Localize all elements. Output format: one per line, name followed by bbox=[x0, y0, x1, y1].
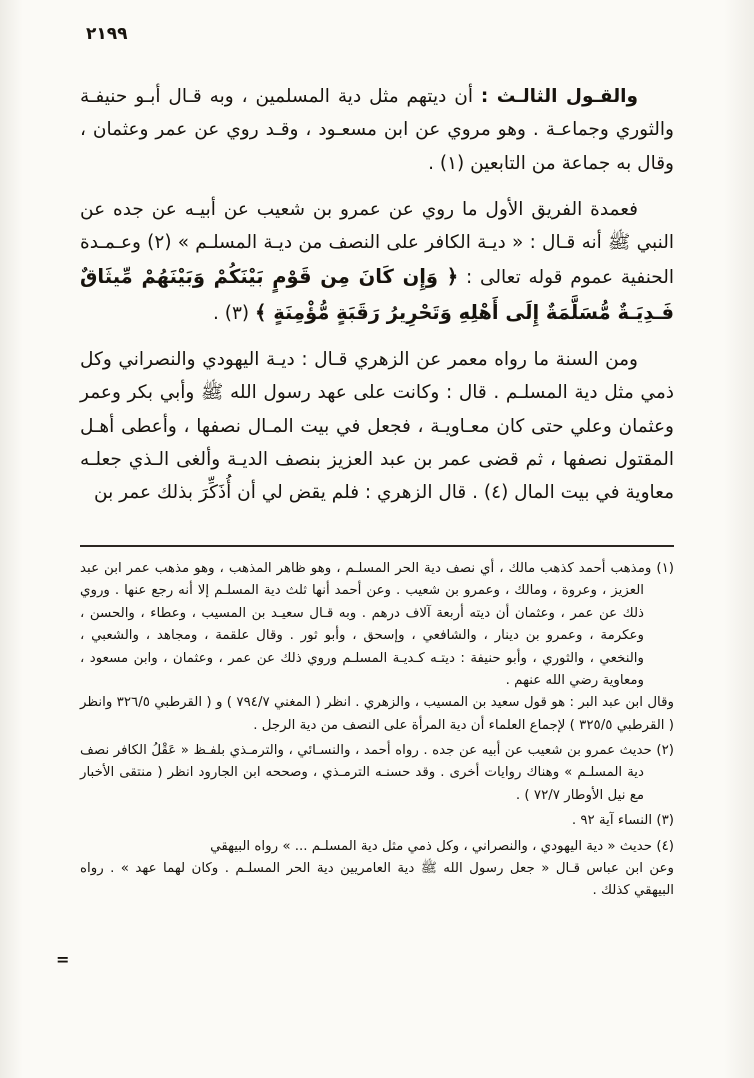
paragraph-opinion-third bbox=[80, 80, 674, 180]
verse-reference: (٣) . bbox=[212, 302, 256, 324]
main-text bbox=[80, 80, 674, 523]
paragraph-lead-bold: والقـول الثالـث : bbox=[480, 86, 638, 107]
paragraph-text: أن ديتهم مثل دية المسلمين ، وبه قـال أبـو حنيفـة والثوري وجماعـة . وهو مروي عن ابن مسعـود ، وقـد روي عن عمر وعثمان ، وقال به جماعة من التابعين (١) . bbox=[80, 86, 674, 174]
footnote-text: النساء آية ٩٢ . bbox=[571, 813, 653, 829]
footnote-paragraph bbox=[80, 810, 674, 832]
footnotes-section bbox=[80, 558, 674, 906]
quran-verse: ﴿ وَإِن كَانَ مِن قَوْمٍ بَيْنَكُمْ وَبَيْنَهُمْ مِّيثَاقٌ فَـدِيَـةٌ مُّسَلَّمَةٌ إِلَى أَهْلِهِ وَتَحْرِيرُ رَقَبَةٍ مُّؤْمِنَةٍ ﴾ bbox=[80, 265, 674, 324]
footnote-text: حديث عمرو بن شعيب عن أبيه عن جده . رواه أحمد ، والنسـائي ، والترمـذي بلفـظ « عَقْلُ الكافر نصف دية المسلـم » وهناك روايات أخرى . وقد حسنـه الترمـذي ، وصححه ابن الجارود انظر ( منتقى الأخبار مع نيل الأوطار ٧٢/٧ ) . bbox=[80, 743, 652, 803]
footnote-marker: (٤) bbox=[656, 838, 674, 854]
footnote-marker: (١) bbox=[656, 561, 674, 576]
page-number: ٢١٩٩ bbox=[86, 24, 128, 44]
continuation-mark: = bbox=[56, 950, 70, 969]
footnote-separator bbox=[80, 545, 674, 547]
footnote-1 bbox=[80, 558, 674, 737]
footnote-4 bbox=[80, 836, 674, 903]
footnote-continuation: وقال ابن عبد البر : هو قول سعيد بن المسيب ، والزهري . انظر ( المغني ٧٩٤/٧ ) و ( القرطبي ٣٢٦/٥ وانظر ( القرطبي ٣٢٥/٥ ) لإجماع العلماء أن دية المرأة على النصف من دية الرجل . bbox=[80, 695, 675, 733]
footnote-continuation: وعن ابن عباس قـال « جعل رسول الله ﷺ دية العامريين دية الحر المسلـم . وكان لهما عهد » . رواه البيهقي كذلك . bbox=[80, 860, 674, 899]
footnote-paragraph bbox=[80, 740, 674, 807]
footnote-marker: (٣) bbox=[656, 813, 674, 829]
footnote-text: حديث « دية اليهودي ، والنصراني ، وكل ذمي مثل دية المسلـم ... » رواه البيهقي bbox=[210, 838, 653, 854]
footnote-paragraph bbox=[80, 836, 674, 858]
paragraph-text: فعمدة الفريق الأول ما روي عن عمرو بن شعيب عن أبيـه عن جده عن النبي ﷺ أنه قـال : « ديـة الكافر على النصف من ديـة المسلـم » (٢) وعـمـدة الحنفية عموم قوله تعالى : bbox=[80, 198, 675, 289]
paragraph-sunnah-report bbox=[80, 343, 674, 509]
footnote-paragraph bbox=[80, 558, 674, 692]
footnote-marker: (٢) bbox=[656, 743, 675, 758]
paragraph-evidence bbox=[80, 193, 674, 330]
footnote-text: ومذهب أحمد كذهب مالك ، أي نصف دية الحر المسلـم ، وهو ظاهر المذهب ، وهو مذهب عمر ابن عبد العزيز ، وعروة ، ومالك ، وعمرو بن شعيب . وعن أحمد أنها ثلث دية المسلـم إلا أنه رجع عنها . وروي ذلك عن عمر ، وعثمان أن ديته أربعة آلاف درهم . وبه قـال سعيـد بن المسيب ، وعطاء ، والحسن ، وعكرمة ، وعمرو بن دينار ، والشافعي ، وإسحق ، وأبو ثور . وقال علقمة ، ومجاهد ، والشعبي ، والنخعي ، والثوري ، وأبو حنيفة : ديتـه كـديـة المسلـم وروي ذلك عن عمر ، وعثمان ، وابن مسعود ، ومعاوية رضي الله عنهم . bbox=[80, 561, 652, 688]
paragraph-text: ومن السنة ما رواه معمر عن الزهري قـال : ديـة اليهودي والنصراني وكل ذمي مثل دية المسلـم . قال : وكانت على عهد رسول الله ﷺ وأبي بكر وعمر وعثمان وعلي حتى كان معـاويـة ، فجعل في بيت المـال نصفها ، وأعطى أهـل المقتول نصفها ، ثم قضى عمر بن عبد العزيز بنصف الديـة وألغى الـذي جعلـه معاوية في بيت المال (٤) . قال الزهري : فلم يقض لي أن أُذَكِّرَ بذلك عمر بن bbox=[80, 349, 674, 504]
footnote-3 bbox=[80, 810, 674, 832]
footnote-2 bbox=[80, 740, 674, 807]
